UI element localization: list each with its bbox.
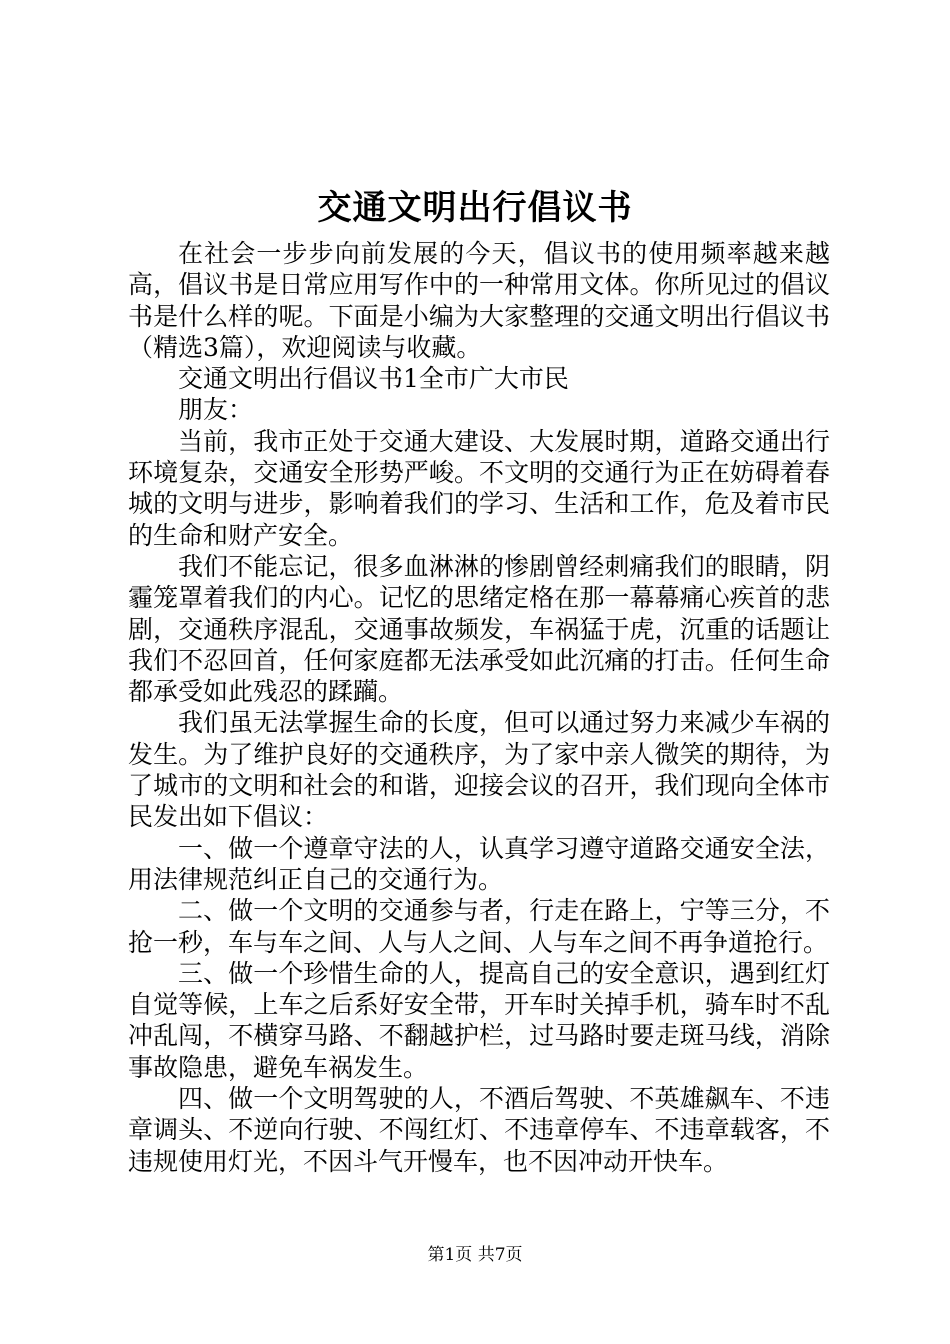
- paragraph-item-4: 四、做一个文明驾驶的人，不酒后驾驶、不英雄飙车、不违章调头、不逆向行驶、不闯红灯、不违章停车、不违章载客，不违规使用灯光，不因斗气开慢车，也不因冲动开快车。: [128, 1084, 830, 1176]
- document-body: [128, 238, 830, 1177]
- document-title: 交通文明出行倡议书: [317, 188, 633, 228]
- paragraph-current-situation: 当前，我市正处于交通大建设、大发展时期，道路交通出行环境复杂，交通安全形势严峻。不文明的交通行为正在妨碍着春城的文明与进步，影响着我们的学习、生活和工作，危及着市民的生命和财产安全。: [128, 426, 830, 550]
- paragraph-item-2: 二、做一个文明的交通参与者，行走在路上，宁等三分，不抢一秒，车与车之间、人与人之间、人与车之间不再争道抢行。: [128, 896, 830, 957]
- paragraph-heading-1: 交通文明出行倡议书1全市广大市民: [178, 364, 569, 394]
- paragraph-intro: 在社会一步步向前发展的今天，倡议书的使用频率越来越高，倡议书是日常应用写作中的一种常用文体。你所见过的倡议书是什么样的呢。下面是小编为大家整理的交通文明出行倡议书（精选3篇），欢迎阅读与收藏。: [128, 239, 830, 362]
- paragraph-item-1: 一、做一个遵章守法的人，认真学习遵守道路交通安全法，用法律规范纠正自己的交通行为。: [128, 833, 830, 894]
- page-footer: 第1页 共7页: [427, 1245, 523, 1265]
- paragraph-proposal-intro: 我们虽无法掌握生命的长度，但可以通过努力来减少车祸的发生。为了维护良好的交通秩序，为了家中亲人微笑的期待，为了城市的文明和社会的和谐，迎接会议的召开，我们现向全体市民发出如下倡议：: [128, 708, 830, 832]
- paragraph-memory: 我们不能忘记，很多血淋淋的惨剧曾经刺痛我们的眼睛，阴霾笼罩着我们的内心。记忆的思绪定格在那一幕幕痛心疾首的悲剧，交通秩序混乱，交通事故频发，车祸猛于虎，沉重的话题让我们不忍回首，任何家庭都无法承受如此沉痛的打击。任何生命都承受如此残忍的蹂躏。: [128, 551, 830, 707]
- paragraph-salutation: 朋友：: [178, 395, 254, 425]
- paragraph-item-3: 三、做一个珍惜生命的人，提高自己的安全意识，遇到红灯自觉等候，上车之后系好安全带，开车时关掉手机，骑车时不乱冲乱闯，不横穿马路、不翻越护栏，过马路时要走斑马线，消除事故隐患，避免车祸发生。: [128, 958, 830, 1082]
